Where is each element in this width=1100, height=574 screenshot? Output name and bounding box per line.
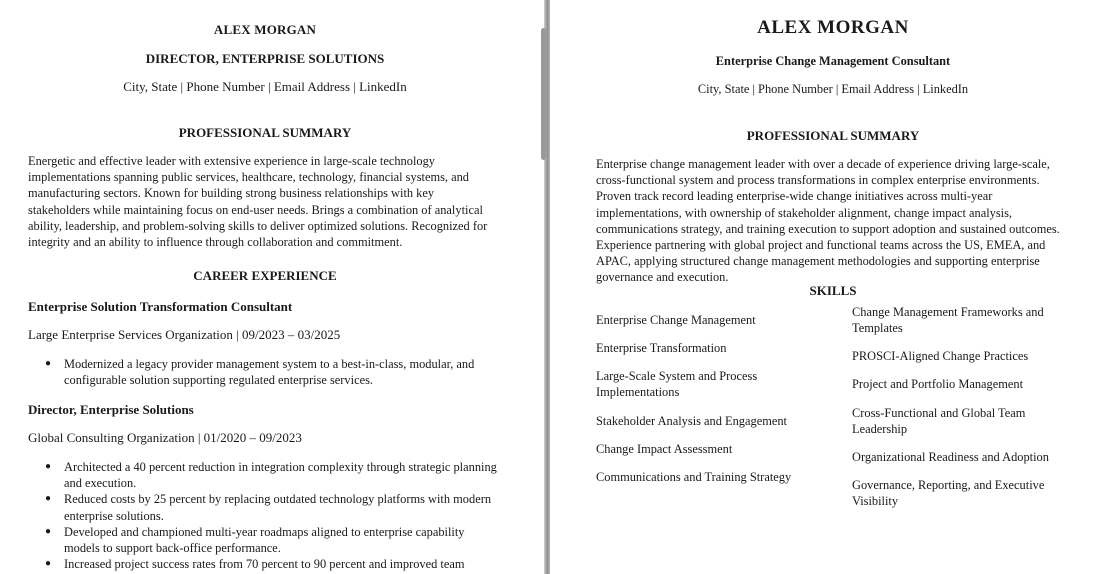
job-bullets xyxy=(28,356,498,388)
summary-text: Enterprise change management leader with over a decade of experience driving large-scale, cross-functional system and process transformations in complex enterprise environments. Proven track record leading enterprise-wide change initiatives across multi-year implementations, with ownership of stakeholder alignment, change impact analysis, communications strategy, and training execution to support adoption and sustained outcomes. Experience partnering with global project and functional teams across the US, EMEA, and APAC, applying structured change management methodologies and supporting enterprise governance and execution. xyxy=(596,157,1060,285)
summary-heading: PROFESSIONAL SUMMARY xyxy=(178,125,352,140)
list-item: ● Architected a 40 percent reduction in integration complexity through strategic planning and execution. xyxy=(28,459,502,491)
skill-item: Enterprise Change Management xyxy=(596,313,756,327)
list-item: ● Reduced costs by 25 percent by replacing outdated technology platforms with modern enterprise solutions. xyxy=(28,491,502,523)
skill-item: Change Management Frameworks and Templates xyxy=(852,305,1044,336)
skill-item: Stakeholder Analysis and Engagement xyxy=(596,414,787,428)
skill-item: Project and Portfolio Management xyxy=(852,377,1024,391)
resume-name: ALEX MORGAN xyxy=(213,22,317,37)
job-bullets xyxy=(28,459,502,572)
skill-item: Cross-Functional and Global Team Leadership xyxy=(852,406,1026,437)
summary-text: Energetic and effective leader with extensive experience in large-scale technology implementations spanning public services, healthcare, technology, financial systems, and manufacturing sectors. Known for building strong business relationships with key stakeholders while maintaining focus on end-user needs. Brings a combination of analytical ability, leadership, and problem-solving skills to deliver optimized solutions. Recognized for integrity and an ability to influence through collaboration and commitment. xyxy=(28,154,488,250)
scrollbar-thumb[interactable] xyxy=(541,28,546,160)
right-document-pane[interactable] xyxy=(550,0,1100,574)
skill-item: PROSCI-Aligned Change Practices xyxy=(852,349,1029,363)
skill-item: Large-Scale System and Process Implementations xyxy=(596,369,758,400)
list-item: ● Modernized a legacy provider management system to a best-in-class, modular, and configurable solution supporting regulated enterprise services. xyxy=(28,356,498,388)
resume-headline: Enterprise Change Management Consultant xyxy=(715,54,951,68)
skills-heading: SKILLS xyxy=(809,283,857,298)
skill-item: Change Impact Assessment xyxy=(596,442,733,456)
experience-heading: CAREER EXPERIENCE xyxy=(193,268,337,283)
list-item: ● Increased project success rates from 70 percent to 90 percent and improved team xyxy=(28,556,502,572)
skill-item: Governance, Reporting, and Executive Visibility xyxy=(852,478,1045,509)
job-title: Enterprise Solution Transformation Consultant xyxy=(28,299,293,314)
skill-item: Enterprise Transformation xyxy=(596,341,727,355)
left-document-pane[interactable] xyxy=(0,0,544,574)
job-org: Global Consulting Organization | 01/2020 – 09/2023 xyxy=(28,430,302,445)
summary-heading: PROFESSIONAL SUMMARY xyxy=(746,128,920,143)
resume-name: ALEX MORGAN xyxy=(757,17,909,38)
resume-contact: City, State | Phone Number | Email Address | LinkedIn xyxy=(697,82,969,96)
skill-item: Communications and Training Strategy xyxy=(596,470,792,484)
job-org: Large Enterprise Services Organization | 09/2023 – 03/2025 xyxy=(28,327,341,342)
list-item: ● Developed and championed multi-year roadmaps aligned to enterprise capability models to support back-office performance. xyxy=(28,524,502,556)
job-title: Director, Enterprise Solutions xyxy=(28,402,194,417)
resume-contact: City, State | Phone Number | Email Address | LinkedIn xyxy=(123,79,407,94)
resume-headline: DIRECTOR, ENTERPRISE SOLUTIONS xyxy=(145,51,385,66)
skill-item: Organizational Readiness and Adoption xyxy=(852,450,1049,464)
